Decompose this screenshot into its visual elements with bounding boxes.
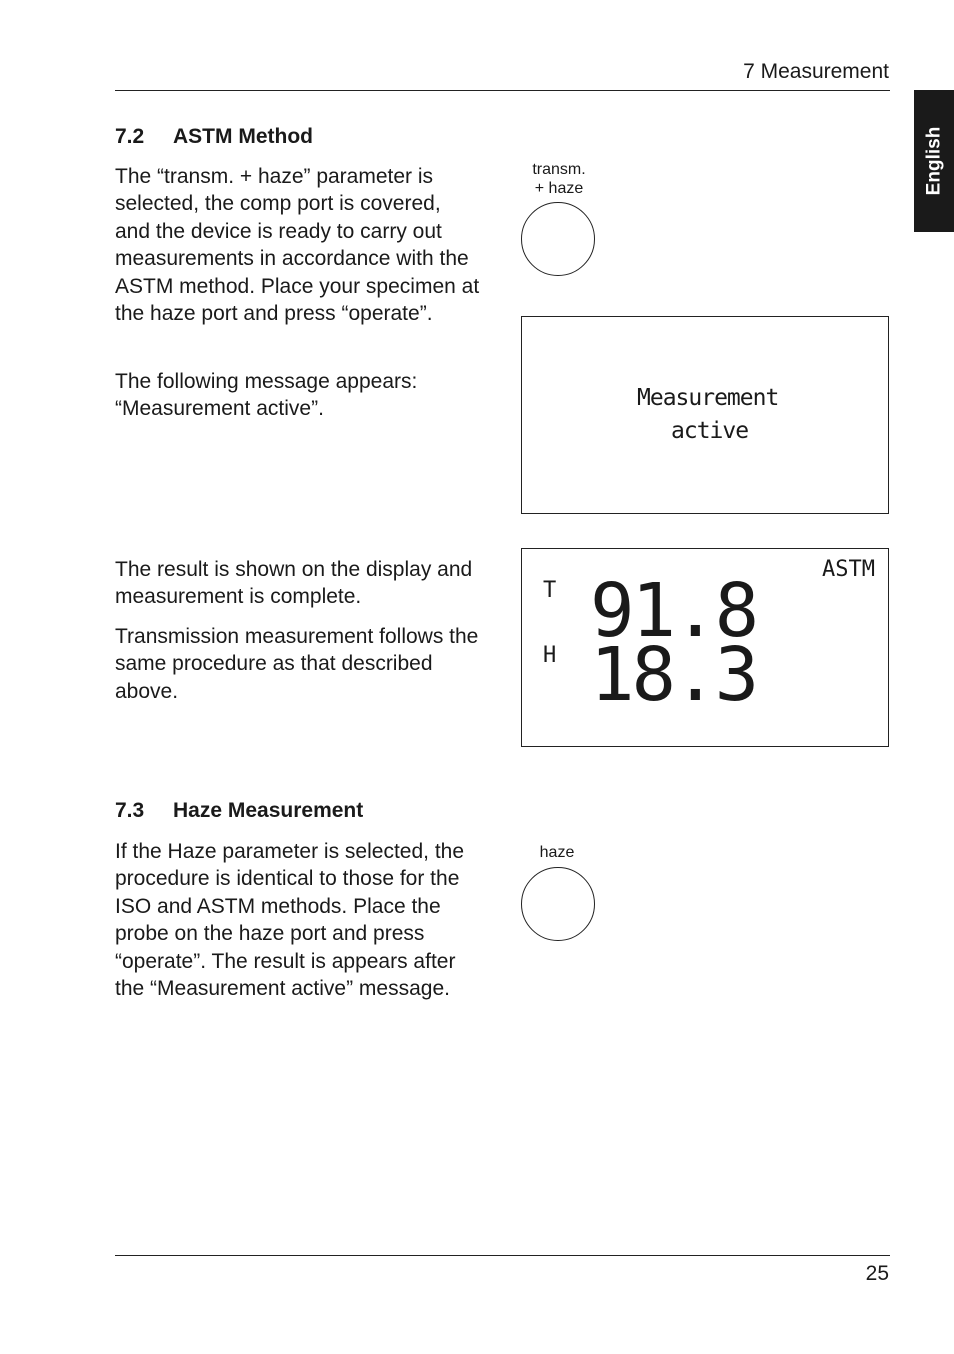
section-7-2-number: 7.2	[115, 125, 145, 148]
section-7-2-paragraph-4: Transmission measurement follows the same procedure as that described above.	[115, 625, 479, 703]
header-rule	[115, 90, 890, 91]
display-message-line-2: active	[671, 418, 749, 444]
language-tab-label: English	[923, 126, 944, 196]
transmission-value: 91.8	[590, 568, 757, 654]
chapter-title: 7 Measurement	[743, 60, 889, 83]
transm-haze-button-caption	[522, 160, 596, 198]
section-7-2-paragraph-1: The “transm. + haze” parameter is selected, the comp port is covered, and the device is ready to carry out measurements in accordance with the ASTM method. Place your specimen at the haze port and press “operate”.	[115, 165, 480, 326]
page-number: 25	[865, 1262, 889, 1285]
display-message-line-1: Measurement	[637, 385, 779, 411]
section-7-3-paragraph-1: If the Haze parameter is selected, the procedure is identical to those for the ISO and ASTM methods. Place the probe on the haze port and press “operate”. The result is appears after the “Measurement active” message.	[115, 840, 465, 1001]
section-7-2-paragraph-2: The following message appears: “Measurement active”.	[115, 370, 418, 421]
section-7-3-number: 7.3	[115, 799, 145, 822]
footer-rule	[115, 1255, 890, 1256]
haze-button[interactable]	[521, 867, 595, 941]
haze-value: 18.3	[590, 632, 757, 718]
caption-line-2: + haze	[534, 180, 584, 197]
haze-label: H	[543, 643, 557, 668]
section-7-2-title: ASTM Method	[173, 125, 313, 148]
section-7-3-title: Haze Measurement	[173, 799, 364, 822]
caption-line-1: transm.	[532, 161, 586, 178]
result-mode-label: ASTM	[822, 557, 875, 582]
haze-button-caption: haze	[539, 844, 575, 861]
transmission-label: T	[543, 578, 557, 603]
section-7-3-heading	[115, 799, 363, 823]
result-display	[521, 548, 889, 747]
section-7-2-heading	[115, 125, 313, 149]
language-tab	[914, 90, 954, 232]
transm-haze-button[interactable]	[521, 202, 595, 276]
measurement-active-display	[521, 316, 889, 514]
section-7-2-paragraph-3: The result is shown on the display and measurement is complete.	[115, 558, 473, 609]
